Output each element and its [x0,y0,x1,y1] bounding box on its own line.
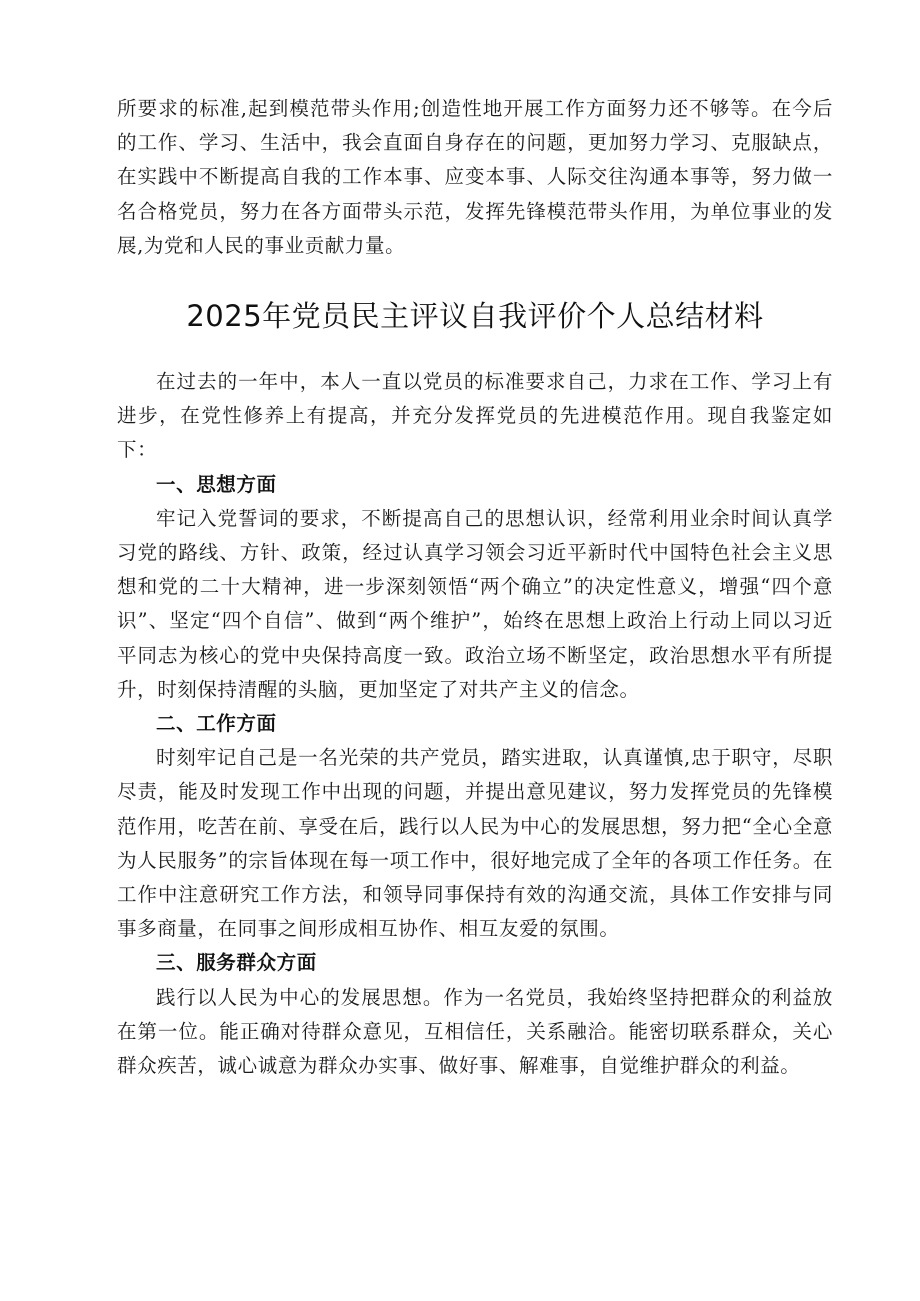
document-page [117,92,833,1083]
section-body-service: 践行以人民为中心的发展思想。作为一名党员，我始终坚持把群众的利益放在第一位。能正确对待群众意见，互相信任，关系融洽。能密切联系群众，关心群众疾苦，诚心诚意为群众办实事、做好事、解难事，自觉维护群众的利益。 [117,985,833,1078]
section-body-thought: 牢记入党誓词的要求，不断提高自己的思想认识，经常利用业余时间认真学习党的路线、方针、政策，经过认真学习领会习近平新时代中国特色社会主义思想和党的二十大精神，进一步深刻领悟“两个确立”的决定性意义，增强“四个意识”、坚定“四个自信”、做到“两个维护”，始终在思想上政治上行动上同以习近平同志为核心的党中央保持高度一致。政治立场不断坚定，政治思想水平有所提升，时刻保持清醒的头脑，更加坚定了对共产主义的信念。 [117,506,833,701]
section-heading-service: 三、服务群众方面 [156,951,317,975]
section-heading-thought: 一、思想方面 [156,472,277,496]
opening-paragraph: 在过去的一年中，本人一直以党员的标准要求自己，力求在工作、学习上有进步，在党性修养上有提高，并充分发挥党员的先进模范作用。现自我鉴定如下： [117,370,833,462]
intro-fragment-paragraph: 所要求的标准,起到模范带头作用;创造性地开展工作方面努力还不够等。在今后的工作、学习、生活中，我会直面自身存在的问题，更加努力学习、克服缺点，在实践中不断提高自我的工作本事、应变本事、人际交往沟通本事等，努力做一名合格党员，努力在各方面带头示范，发挥先锋模范带头作用，为单位事业的发展,为党和人民的事业贡献力量。 [117,97,833,257]
section-heading-work: 二、工作方面 [156,712,277,736]
section-body-work: 时刻牢记自己是一名光荣的共产党员，踏实进取，认真谨慎,忠于职守，尽职尽责，能及时发现工作中出现的问题，并提出意见建议，努力发挥党员的先锋模范作用，吃苦在前、享受在后，践行以人民为中心的发展思想，努力把“全心全意为人民服务”的宗旨体现在每一项工作中，很好地完成了全年的各项工作任务。在工作中注意研究工作方法，和领导同事保持有效的沟通交流，具体工作安排与同事多商量，在同事之间形成相互协作、相互友爱的氛围。 [117,746,833,941]
document-title: 2025年党员民主评议自我评价个人总结材料 [186,299,764,334]
